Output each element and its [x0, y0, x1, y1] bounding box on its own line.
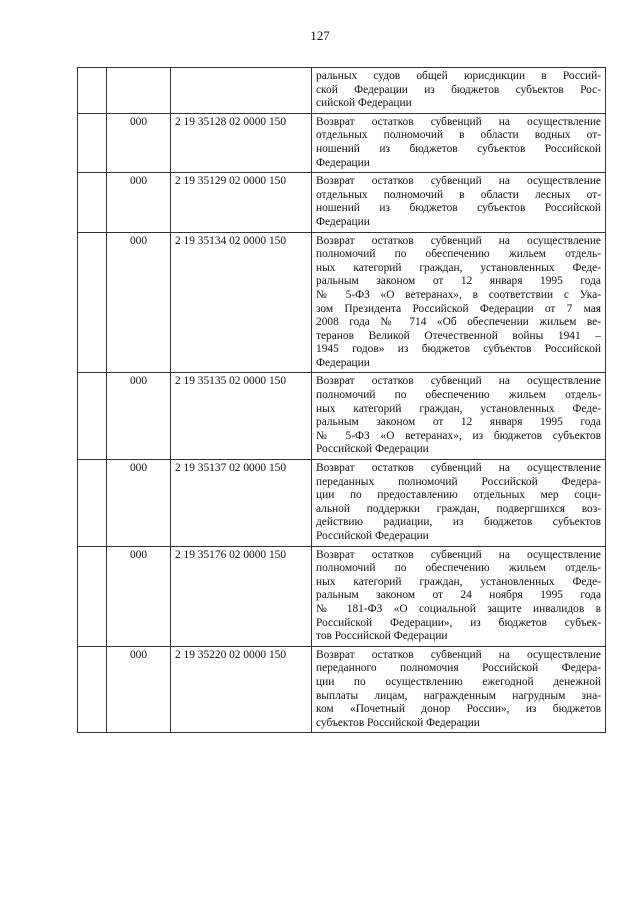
admin-code-cell: 000	[107, 373, 171, 460]
description-line: альной поддержки граждан, подвергшихся воз-	[316, 502, 601, 515]
description-line: отдельных полномочий в области лесных от-	[316, 188, 601, 201]
table-row	[78, 232, 606, 373]
description-line: зом Президента Российской Федерации от 7 мая	[316, 302, 601, 315]
description-line: Федерации	[316, 356, 370, 369]
description-cell	[312, 68, 606, 114]
empty-index-cell	[78, 373, 107, 460]
empty-index-cell	[78, 173, 107, 232]
admin-code-cell: 000	[107, 113, 171, 172]
description-line: ральным законом от 24 ноября 1995 года	[316, 589, 601, 602]
description-line: ральных судов общей юрисдикции в Россий-	[316, 70, 601, 82]
empty-index-cell	[78, 68, 107, 114]
empty-index-cell	[78, 460, 107, 547]
budget-classification-code-cell: 2 19 35220 02 0000 150	[171, 646, 312, 733]
table-row	[78, 68, 606, 114]
admin-code-cell: 000	[107, 173, 171, 232]
budget-classification-code-cell: 2 19 35129 02 0000 150	[171, 173, 312, 232]
budget-classification-code-cell: 2 19 35137 02 0000 150	[171, 460, 312, 547]
description-line: полномочий по обеспечению жильем отдель-	[316, 248, 601, 261]
description-line: полномочий по обеспечению жильем отдель-	[316, 562, 601, 575]
budget-classification-code-cell: 2 19 35135 02 0000 150	[171, 373, 312, 460]
description-cell	[312, 460, 606, 547]
description-line: ношений из бюджетов субъектов Российской	[316, 202, 601, 215]
admin-code-cell: 000	[107, 232, 171, 373]
description-line: субъектов Российской Федерации	[316, 716, 480, 729]
table-row	[78, 373, 606, 460]
description-line: Возврат остатков субвенций на осуществление	[316, 462, 601, 475]
empty-index-cell	[78, 232, 107, 373]
description-line: Возврат остатков субвенций на осуществление	[316, 548, 601, 561]
description-line: ской Федерации из бюджетов субъектов Рос-	[316, 83, 601, 96]
empty-index-cell	[78, 113, 107, 172]
description-line: ции по осуществлению ежегодной денежной	[316, 675, 601, 688]
table-row	[78, 113, 606, 172]
description-line: ральным законом от 12 января 1995 года	[316, 416, 601, 429]
description-line: 1945 годов» из бюджетов субъектов Российской	[316, 343, 601, 356]
empty-index-cell	[78, 546, 107, 646]
description-line: Возврат остатков субвенций на осуществление	[316, 375, 601, 388]
description-line: № 5-ФЗ «О ветеранах», из бюджетов субъектов	[316, 429, 601, 442]
description-line: отдельных полномочий в области водных от-	[316, 129, 601, 142]
description-line: ных категорий граждан, установленных Феде-	[316, 261, 601, 274]
admin-code-cell	[107, 68, 171, 114]
description-line: теранов Великой Отечественной войны 1941 –	[316, 329, 601, 342]
description-line: 2008 года № 714 «Об обеспечении жильем ве-	[316, 316, 601, 329]
description-cell	[312, 232, 606, 373]
description-line: Федерации	[316, 156, 370, 169]
description-line: выплаты лицам, награжденным нагрудным зна-	[316, 689, 601, 702]
description-line: ных категорий граждан, установленных Феде-	[316, 575, 601, 588]
description-line: Возврат остатков субвенций на осуществление	[316, 234, 601, 247]
description-cell	[312, 373, 606, 460]
description-line: № 5-ФЗ «О ветеранах», в соответствии с Ука-	[316, 288, 601, 301]
description-line: ральным законом от 12 января 1995 года	[316, 275, 601, 288]
table-row	[78, 173, 606, 232]
description-line: Возврат остатков субвенций на осуществление	[316, 115, 601, 128]
table-row	[78, 460, 606, 547]
admin-code-cell: 000	[107, 460, 171, 547]
admin-code-cell: 000	[107, 646, 171, 733]
table-body	[78, 68, 606, 733]
description-line: ком «Почетный донор России», из бюджетов	[316, 703, 601, 716]
budget-classification-code-cell: 2 19 35176 02 0000 150	[171, 546, 312, 646]
description-line: Российской Федерации	[316, 530, 429, 542]
budget-code-table	[77, 67, 606, 733]
budget-classification-code-cell	[171, 68, 312, 114]
description-line: Российской Федерации	[316, 443, 429, 456]
page-number: 127	[310, 28, 330, 43]
description-line: тов Российской Федерации	[316, 630, 448, 643]
description-line: ции по предоставлению отдельных мер соци-	[316, 489, 601, 502]
description-line: ношений из бюджетов субъектов Российской	[316, 142, 601, 155]
description-line: сийской Федерации	[316, 97, 412, 110]
description-line: Федерации	[316, 215, 370, 228]
description-line: действию радиации, из бюджетов субъектов	[316, 516, 601, 529]
description-line: Возврат остатков субвенций на осуществление	[316, 648, 601, 661]
empty-index-cell	[78, 646, 107, 733]
description-line: переданных полномочий Российской Федера-	[316, 475, 601, 488]
description-line: полномочий по обеспечению жильем отдель-	[316, 389, 601, 402]
description-cell	[312, 173, 606, 232]
description-line: Российской Федерации», из бюджетов субъек-	[316, 616, 601, 629]
table-row	[78, 646, 606, 733]
budget-classification-code-cell: 2 19 35134 02 0000 150	[171, 232, 312, 373]
description-line: Возврат остатков субвенций на осуществление	[316, 175, 601, 188]
description-cell	[312, 546, 606, 646]
description-cell	[312, 113, 606, 172]
table-row	[78, 546, 606, 646]
description-line: переданного полномочия Российской Федера-	[316, 662, 601, 675]
description-line: № 181-ФЗ «О социальной защите инвалидов в	[316, 602, 601, 615]
budget-classification-code-cell: 2 19 35128 02 0000 150	[171, 113, 312, 172]
admin-code-cell: 000	[107, 546, 171, 646]
description-line: ных категорий граждан, установленных Феде-	[316, 402, 601, 415]
description-cell	[312, 646, 606, 733]
